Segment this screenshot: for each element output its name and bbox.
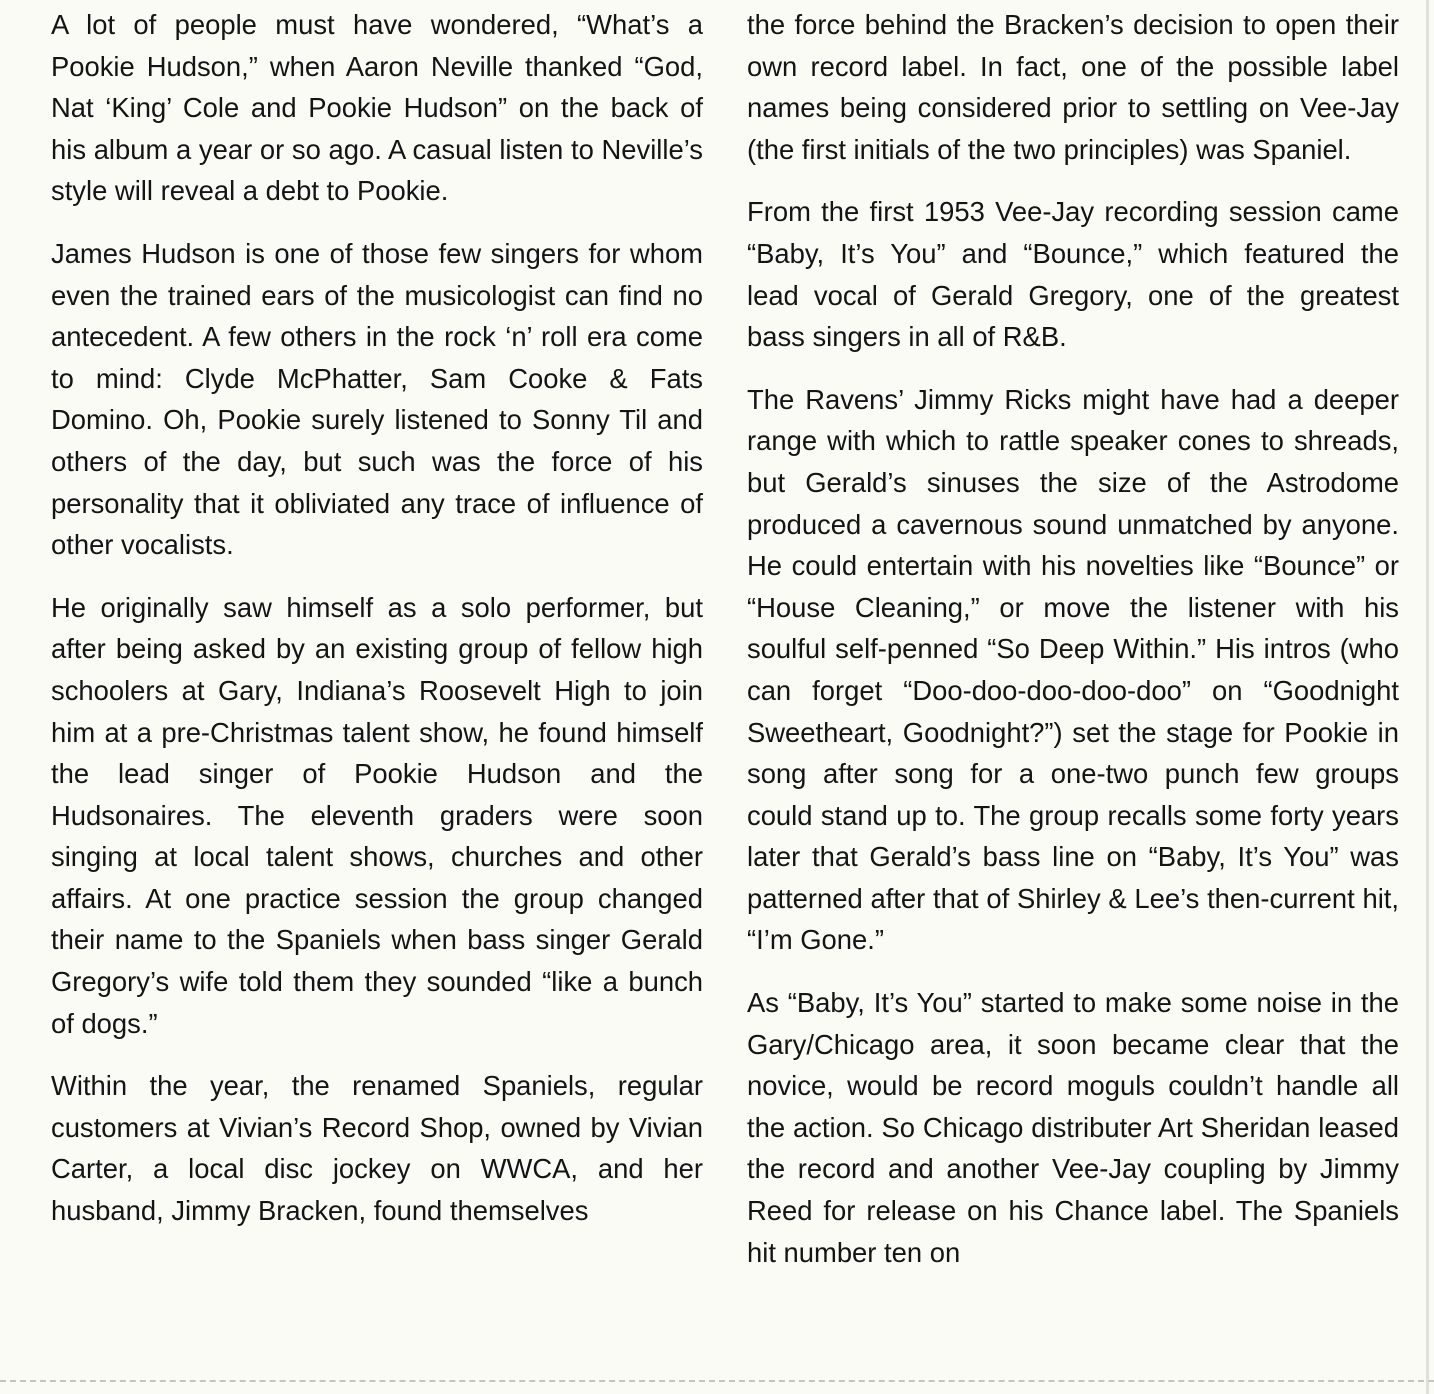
paragraph-right-2: From the first 1953 Vee-Jay recording session came “Baby, It’s You” and “Bounce,” which featured the lead vocal of Gerald Gregory, one of the greatest bass singers in all of R&B.	[747, 196, 1399, 353]
paragraph-right-4: As “Baby, It’s You” started to make some noise in the Gary/Chicago area, it soon became clear that the novice, would be record moguls couldn’t handle all the action. So Chicago distributer Art Sheridan leased the record and another Vee-Jay coupling by Jimmy Reed for release on his Chance label. The Spaniels hit number ten on	[747, 987, 1399, 1268]
paragraph-left-2: James Hudson is one of those few singers for whom even the trained ears of the musicologist can find no antecedent. A few others in the rock ‘n’ roll era come to mind: Clyde McPhatter, Sam Cooke & Fats Domino. Oh, Pookie surely listened to Sonny Til and others of the day, but such was the force of his personality that it obliviated any trace of influence of other vocalists.	[51, 237, 703, 561]
paragraph-right-1: the force behind the Bracken’s decision to open their own record label. In fact, one of the possible label names being considered prior to settling on Vee-Jay (the first initials of the two principles) was Spaniel.	[747, 9, 1399, 165]
scan-right-edge	[1426, 0, 1429, 1394]
right-column	[747, 4, 1399, 1294]
paragraph-left-3: He originally saw himself as a solo performer, but after being asked by an existing group of fellow high schoolers at Gary, Indiana’s Roosevelt High to join him at a pre-Christmas talent show, he found himself the lead singer of Pookie Hudson and the Hudsonaires. The eleventh graders were soon singing at local talent shows, churches and other affairs. At one practice session the group changed their name to the Spaniels when bass singer Gerald Gregory’s wife told them they sounded “like a bunch of dogs.”	[51, 591, 703, 1039]
scan-bottom-edge	[0, 1380, 1434, 1385]
paragraph-left-4: Within the year, the renamed Spaniels, regular customers at Vivian’s Record Shop, owned by Vivian Carter, a local disc jockey on WWCA, and her husband, Jimmy Bracken, found themselves	[51, 1070, 703, 1227]
paragraph-right-3: The Ravens’ Jimmy Ricks might have had a deeper range with which to rattle speaker cones to shreads, but Gerald’s sinuses the size of the Astrodome produced a cavernous sound unmatched by anyone. He could entertain with his novelties like “Bounce” or “House Cleaning,” or move the listener with his soulful self-penned “So Deep Within.” His intros (who can forget “Doo-doo-doo-doo-doo” on “Goodnight Sweetheart, Goodnight?”) set the stage for Pookie in song after song for a one-two punch few groups could stand up to. The group recalls some forty years later that Gerald’s bass line on “Baby, It’s You” was patterned after that of Shirley & Lee’s then-current hit, “I’m Gone.”	[747, 383, 1399, 956]
left-column	[51, 4, 703, 1253]
paragraph-left-1: A lot of people must have wondered, “What’s a Pookie Hudson,” when Aaron Neville thanked “God, Nat ‘King’ Cole and Pookie Hudson” on the back of his album a year or so ago. A casual listen to Neville’s style will reveal a debt to Pookie.	[51, 9, 703, 207]
